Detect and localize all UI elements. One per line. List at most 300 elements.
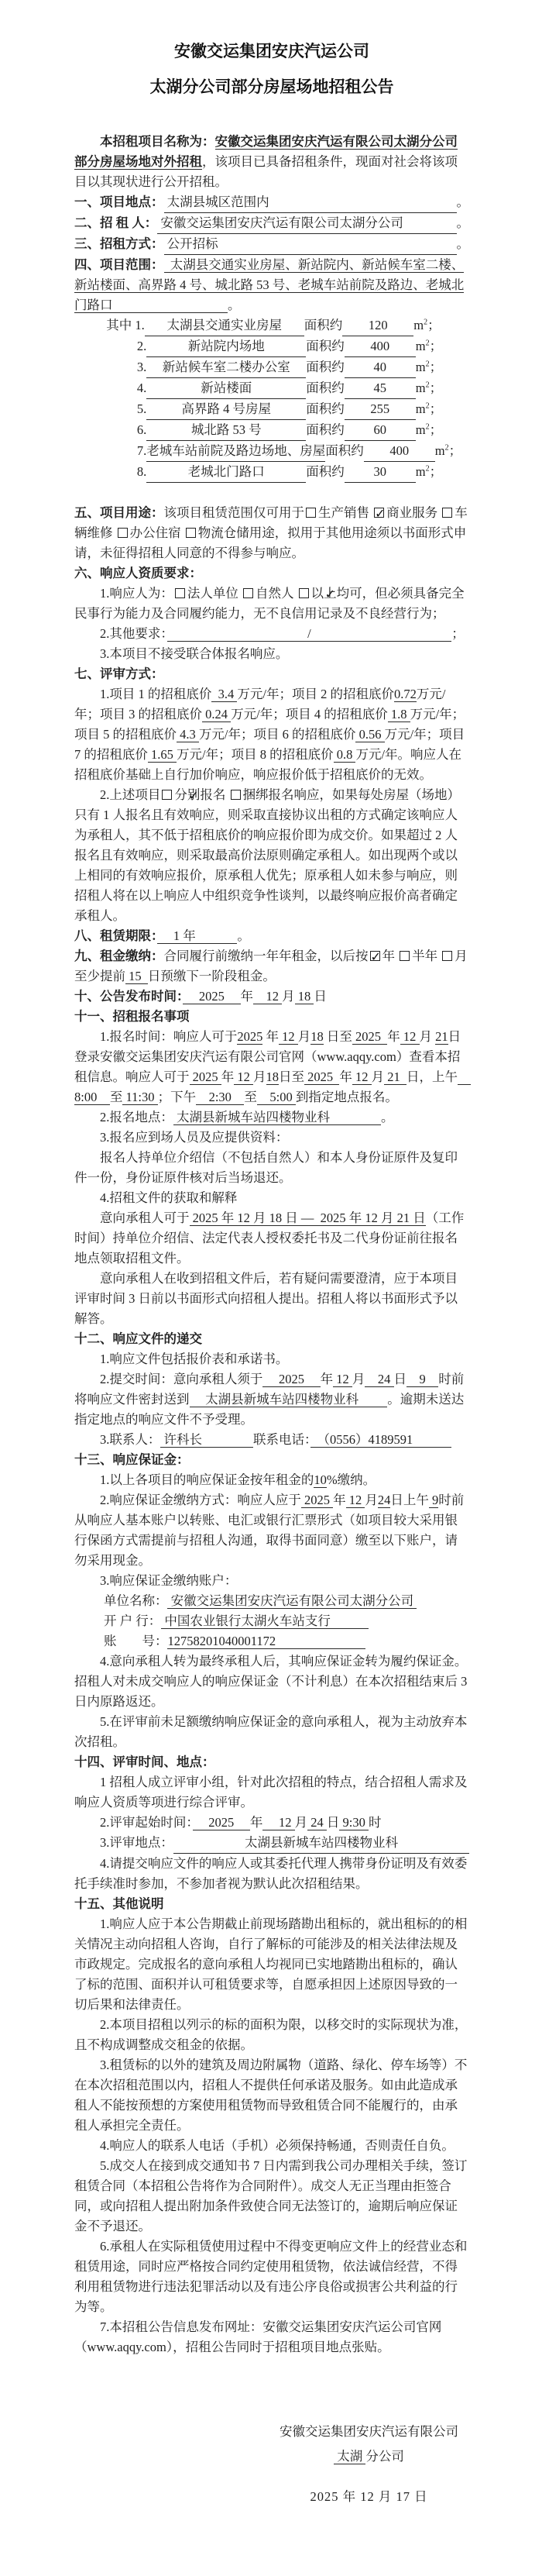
text-run: 3.报名应到场人员及应提供资料： bbox=[100, 1130, 289, 1145]
qualification-item-3 bbox=[74, 644, 469, 664]
text-run: 11:30 bbox=[122, 1090, 158, 1104]
text-run: 8:00 bbox=[74, 1069, 471, 1104]
text-run: 0.8 bbox=[333, 747, 356, 762]
text-run: 400 bbox=[345, 336, 416, 357]
text-run: ； bbox=[427, 318, 441, 332]
text-run: 办公住宿 bbox=[129, 525, 184, 540]
text-run: 日 bbox=[393, 1372, 406, 1386]
text-run: 2 bbox=[425, 464, 430, 474]
text-run: 年 bbox=[382, 949, 399, 963]
text-run: 太湖县新城车站四楼物业科 bbox=[173, 1110, 381, 1124]
account-name bbox=[104, 1591, 469, 1611]
text-run: 6. bbox=[136, 422, 147, 437]
text-run: 9 bbox=[428, 1493, 439, 1507]
text-run: 月 bbox=[297, 1029, 311, 1044]
deposit-item-1 bbox=[74, 1470, 469, 1490]
text-run: 1 招租人成立评审小组，针对此次招租的特点，结合招租人需求及响应人资质等项进行综合评审。 bbox=[74, 1775, 468, 1810]
review-item-2 bbox=[74, 1813, 469, 1833]
text-run: 年 bbox=[339, 1069, 352, 1084]
text-run: 60 bbox=[345, 420, 416, 441]
text-run: 一、项目地点： bbox=[74, 195, 164, 209]
text-run: 月 bbox=[352, 1372, 365, 1386]
text-run: 面积约 bbox=[325, 443, 364, 458]
text-run: 太湖县交通实业房屋 bbox=[145, 315, 304, 336]
text-run: ； bbox=[429, 422, 443, 437]
deposit-item-4 bbox=[74, 1651, 469, 1712]
text-run: ； bbox=[429, 464, 443, 479]
submission-item-1 bbox=[74, 1349, 469, 1369]
text-run: 日 bbox=[314, 989, 327, 1004]
text-run: 2025 bbox=[237, 1029, 263, 1044]
document-body bbox=[74, 132, 469, 2357]
text-run: ，该项目已具备招租条件，现面对社会将该项目以其现状进行公开招租。 bbox=[74, 154, 458, 189]
checkbox-unchecked-icon bbox=[400, 951, 410, 961]
checkbox-unchecked-icon bbox=[175, 588, 185, 598]
text-run: 。 bbox=[381, 1110, 394, 1124]
section-10-announce-date bbox=[74, 987, 469, 1007]
text-run: 七、评审方式： bbox=[74, 666, 164, 681]
text-run: 太湖县新城车站四楼物业科 bbox=[173, 1833, 469, 1854]
text-run: 车辆维修 bbox=[74, 505, 468, 540]
text-run: 生产销售 bbox=[318, 505, 373, 520]
section-8-lease-term bbox=[74, 926, 469, 946]
text-run: 10 bbox=[314, 1472, 327, 1487]
text-run: 2025 bbox=[262, 1372, 321, 1386]
text-run: 其中 1. bbox=[106, 318, 145, 332]
text-run: 日登录安徽交运集团安庆汽运有限公司官网（www.aqqy.com）查看本招租信息。响应人可于 bbox=[74, 1029, 461, 1084]
text-run: 12 bbox=[262, 1815, 295, 1830]
text-run: 月 bbox=[419, 1029, 436, 1044]
section-1-location bbox=[74, 192, 469, 213]
section-13-deposit bbox=[74, 1450, 469, 1470]
text-run: 单位名称： bbox=[103, 1593, 168, 1608]
scope-item-5 bbox=[137, 399, 469, 420]
other-item-5 bbox=[74, 2156, 469, 2237]
text-run: 八、租赁期限： bbox=[74, 928, 158, 943]
text-run: 15 bbox=[125, 969, 148, 983]
text-run: m bbox=[415, 464, 426, 479]
text-run: ； bbox=[429, 339, 443, 353]
text-run: 安徽交运集团安庆汽运有限公司太湖分公司 bbox=[167, 1593, 417, 1608]
text-run: 0.24 bbox=[202, 707, 232, 721]
section-2-lessor bbox=[74, 213, 469, 234]
evaluation-item-2 bbox=[74, 785, 469, 926]
text-run: m bbox=[415, 360, 426, 374]
text-run: 21 bbox=[435, 1029, 448, 1044]
text-run: 面积约 bbox=[306, 401, 345, 416]
checkbox-unchecked-icon bbox=[118, 528, 128, 538]
text-run: 面积约 bbox=[306, 360, 345, 374]
text-run: 法人单位 bbox=[187, 586, 242, 601]
text-run: 12 bbox=[253, 989, 283, 1004]
text-run: 四、项目范围： bbox=[74, 257, 164, 272]
section-3-method bbox=[74, 234, 469, 255]
checkbox-unchecked-icon bbox=[231, 790, 241, 800]
section-12-submission bbox=[74, 1329, 469, 1349]
text-run: 九、租金缴纳： bbox=[74, 949, 164, 963]
text-run: 1.响应人应于本公告期截止前现场踏勘出租标的，就出租标的的相关情况主动向招租人咨询，自行了解标的可能涉及的相关法律法规及市政规定。完成报名的意向承租人均视同已实地踏勘出租标的，确认了标的范围、面积并认可租赁要求等，自愿承担因上述原因导致的一切后果和法律责任。 bbox=[74, 1917, 468, 2012]
text-run: 1.响应人为： bbox=[100, 586, 173, 601]
text-run: m bbox=[415, 339, 426, 353]
text-run: 2025 年 12 月 18 日 — 2025 年 12 月 21 日 bbox=[189, 1211, 426, 1225]
section-11-registration bbox=[74, 1007, 469, 1027]
text-run: 捆绑报名响应，如果每处房屋（场地）只有 1 人报名且有效响应，则采取直接协议出租的方式确定该响应人为承租人，其不低于招租底价的响应报价即为成交价。如果超过 2 人报名且有效响应，则采取最高价法原则确定承租人。如出现两个或以上相同的有效响应报价，原承租人优先；原承租人如未参与响应，则招租人将在以上响应人中组织竞争性谈判，以最终响应报价高者确定承租人。 bbox=[74, 787, 460, 923]
submission-item-2 bbox=[74, 1369, 469, 1430]
text-run: 2.评审起始时间： bbox=[100, 1815, 193, 1830]
spacer bbox=[74, 483, 469, 503]
other-item-2 bbox=[74, 2015, 469, 2055]
section-5-usage bbox=[74, 503, 469, 563]
text-run: 2.其他要求： bbox=[100, 626, 167, 641]
text-run: 日至 bbox=[323, 1029, 352, 1044]
text-run: 到指定地点报名。 bbox=[295, 1090, 398, 1104]
text-run: 2025 bbox=[300, 1493, 334, 1507]
text-run: 1.响应文件包括报价表和承诺书。 bbox=[100, 1352, 289, 1366]
text-run: 太湖县交通实业房屋、新站院内、新站候车室二楼、新站楼面、高界路 4 号、城北路 53 号、老城车站前院及路边、老城北门路口 bbox=[74, 257, 465, 312]
text-run: 21 bbox=[384, 1069, 406, 1084]
text-run: 2. bbox=[136, 339, 147, 353]
text-run: 年 bbox=[249, 1815, 263, 1830]
text-run: 1.以上各项目的响应保证金按年租金的 bbox=[100, 1472, 314, 1487]
qualification-item-2 bbox=[74, 624, 469, 644]
document-clarification bbox=[74, 1269, 469, 1329]
text-run: 3.响应保证金缴纳账户： bbox=[100, 1573, 238, 1588]
text-run: 面积约 bbox=[306, 339, 345, 353]
review-item-1 bbox=[74, 1772, 469, 1813]
registration-item-4 bbox=[74, 1188, 469, 1208]
text-run: 万元/年；项目 2 的招租底价 bbox=[237, 687, 394, 701]
checkbox-unchecked-icon bbox=[442, 508, 452, 518]
text-run: 三、招租方式： bbox=[74, 236, 164, 251]
text-run: ； bbox=[429, 401, 443, 416]
text-run: 二、招 租 人： bbox=[74, 215, 158, 230]
text-run: 六、响应人资质要求： bbox=[74, 566, 202, 580]
text-run: 月 bbox=[365, 1493, 378, 1507]
text-run: 30 bbox=[345, 462, 416, 483]
scope-item-6 bbox=[137, 420, 469, 441]
signature-branch-suffix: 分公司 bbox=[365, 2449, 404, 2464]
section-15-other bbox=[74, 1894, 469, 1914]
text-run: / bbox=[166, 626, 452, 641]
text-run: 5. bbox=[136, 401, 147, 416]
text-run: 。 bbox=[456, 236, 469, 251]
registration-item-1 bbox=[74, 1027, 469, 1107]
registration-item-2 bbox=[74, 1107, 469, 1128]
text-run: 合同履行前缴纳一年年租金，以后按 bbox=[163, 949, 369, 963]
text-run: 面积约 bbox=[306, 422, 345, 437]
scope-item-1 bbox=[106, 315, 469, 336]
text-run: 40 bbox=[345, 357, 416, 378]
other-item-1 bbox=[74, 1914, 469, 2015]
text-run: 。 bbox=[228, 298, 241, 312]
checkbox-checked-icon bbox=[374, 508, 384, 518]
text-run: 十四、评审时间、地点： bbox=[74, 1755, 215, 1769]
evaluation-item-1 bbox=[74, 684, 469, 785]
text-run: 2025 bbox=[183, 989, 241, 1004]
text-run: 1.项目 1 的招租底价 bbox=[100, 687, 212, 701]
text-run: 月 bbox=[371, 1069, 385, 1084]
text-run: 万元/年；项目 6 的招租底价 bbox=[198, 727, 356, 742]
section-7-evaluation bbox=[74, 664, 469, 684]
text-run: ； bbox=[448, 443, 462, 458]
text-run: 。逾期未送达指定地点的响应文件不予受理。 bbox=[74, 1392, 465, 1427]
text-run: 2 bbox=[424, 318, 428, 327]
text-run: 年 bbox=[387, 1029, 400, 1044]
signature-date: 2025 年 12 月 17 日 bbox=[310, 2489, 428, 2504]
text-run: 2.提交时间：意向承租人须于 bbox=[100, 1372, 263, 1386]
text-run: 3.本项目不接受联合体报名响应。 bbox=[100, 646, 289, 661]
deposit-item-3 bbox=[74, 1571, 469, 1591]
text-run: 5.成交人在接到成交通知书 7 日内需到我公司办理相关手续，签订租赁合同（本招租公告将作为合同附件）。成交人无正当理由拒签合同，或向招租人提出附加条件致使合同无法签订的，逾期后响应保证金不予退还。 bbox=[74, 2158, 468, 2233]
text-run: 十五、其他说明 bbox=[74, 1896, 164, 1911]
text-run: 账 号： bbox=[103, 1634, 168, 1648]
text-run: 1.65 bbox=[147, 747, 177, 762]
text-run: 24 bbox=[307, 1815, 327, 1830]
text-run: %缴纳。 bbox=[326, 1472, 376, 1487]
text-run: 1.报名时间：响应人可于 bbox=[100, 1029, 238, 1044]
text-run: 报名人持单位介绍信（不包括自然人）和本人身份证原件及复印件一份，身份证原件核对后当场退还。 bbox=[74, 1150, 458, 1185]
text-run: 老城车站前院及路边场地、房屋 bbox=[146, 441, 325, 462]
text-run: 日预缴下一阶段租金。 bbox=[147, 969, 276, 983]
text-run: 2.响应保证金缴纳方式：响应人应于 bbox=[100, 1493, 301, 1507]
text-run: 万元/年；项目 5 的招租底价 bbox=[74, 707, 465, 742]
text-run: 时前从响应人基本账户以转账、电汇或银行汇票形式（如项目较大采用银行保函方式需提前与招租人沟通，取得书面同意）缴至以下账户，请勿采用现金。 bbox=[74, 1493, 465, 1568]
text-run: 12758201040001172 bbox=[167, 1634, 365, 1648]
text-run: 2 bbox=[444, 443, 449, 453]
scope-item-3 bbox=[137, 357, 469, 378]
text-run: 8. bbox=[136, 464, 147, 479]
registration-item-3 bbox=[74, 1128, 469, 1148]
text-run: 4.请提交响应文件的响应人或其委托代理人携带身份证明及有效委托手续准时参加，不参加者视为默认此次招租结果。 bbox=[74, 1856, 468, 1891]
text-run: 1 年 bbox=[157, 928, 238, 943]
text-run: 年 bbox=[333, 1493, 346, 1507]
text-run: 联系电话： bbox=[253, 1432, 311, 1447]
text-run: 意向承租人在收到招租文件后，若有疑问需要澄清，应于本项目评审时间 3 日前以书面形式向招租人提出。招租人将以书面形式予以解答。 bbox=[74, 1271, 458, 1326]
checkbox-unchecked-icon bbox=[243, 588, 253, 598]
text-run: 18 bbox=[294, 989, 314, 1004]
text-run: 至 bbox=[244, 1090, 257, 1104]
text-run: 新站候车室二楼办公室 bbox=[146, 357, 306, 378]
text-run: 月至少提前 bbox=[74, 949, 468, 983]
text-run: m bbox=[415, 381, 426, 395]
section-6-qualification bbox=[74, 563, 469, 584]
text-run: ； bbox=[429, 381, 443, 395]
section-4-scope bbox=[74, 255, 469, 315]
signature-branch-name: 太湖 bbox=[334, 2449, 366, 2464]
text-run: 开 户 行： bbox=[103, 1613, 162, 1628]
deposit-item-2 bbox=[74, 1490, 469, 1571]
text-run: 2:30 bbox=[196, 1090, 245, 1104]
text-run: 日至 bbox=[279, 1069, 304, 1084]
section-9-rent-payment bbox=[74, 946, 469, 987]
text-run: 12 bbox=[333, 1372, 352, 1386]
text-run: 2025 bbox=[189, 1069, 221, 1084]
text-run: 0.56 bbox=[355, 727, 385, 742]
text-run: 12 bbox=[352, 1069, 372, 1084]
text-run: 半年 bbox=[412, 949, 441, 963]
other-item-3 bbox=[74, 2055, 469, 2136]
scope-item-8 bbox=[137, 462, 469, 483]
other-item-6 bbox=[74, 2237, 469, 2317]
text-run: 公开招标 bbox=[164, 234, 457, 255]
text-run: m bbox=[415, 422, 426, 437]
text-run: 2.上述项目 bbox=[100, 787, 161, 802]
deposit-item-5 bbox=[74, 1712, 469, 1752]
other-item-4 bbox=[74, 2136, 469, 2156]
text-run: 万元/年。响应人在招租底价基础上自行加价响应，响应报价低于招租底价的无效。 bbox=[74, 747, 462, 782]
text-run: 月 bbox=[282, 989, 295, 1004]
text-run: 新站院内场地 bbox=[146, 336, 306, 357]
text-run: 400 bbox=[364, 441, 435, 462]
text-run: （工作时间）持单位介绍信、法定代表人授权委托书及二代身份证前往报名地点领取招租文件。 bbox=[74, 1211, 465, 1266]
text-run: 18 bbox=[310, 1029, 324, 1044]
text-run: m bbox=[415, 401, 426, 416]
account-number bbox=[104, 1631, 469, 1651]
text-run: 自然人 bbox=[256, 586, 297, 601]
text-run: 255 bbox=[345, 399, 416, 420]
text-run: 3.评审地点： bbox=[100, 1835, 173, 1850]
text-run: 4.响应人的联系人电话（手机）必须保持畅通，否则责任自负。 bbox=[100, 2138, 455, 2153]
text-run: 商业服务 bbox=[386, 505, 441, 520]
document-title-line1: 安徽交运集团安庆汽运公司 bbox=[174, 43, 369, 60]
text-run: 年 bbox=[262, 1029, 279, 1044]
text-run: 2025 bbox=[192, 1815, 250, 1830]
text-run: 2 bbox=[425, 401, 430, 411]
text-run: 中国农业银行太湖火车站支行 bbox=[161, 1613, 369, 1628]
text-run: 12 bbox=[400, 1029, 420, 1044]
text-run: 年 bbox=[221, 1069, 235, 1084]
text-run: 年 bbox=[320, 1372, 334, 1386]
text-run: 老城北门路口 bbox=[146, 462, 306, 483]
text-run: ；下午 bbox=[157, 1090, 197, 1104]
text-run: 面积约 bbox=[304, 318, 343, 332]
other-item-7 bbox=[74, 2317, 469, 2357]
text-run: 45 bbox=[345, 378, 416, 399]
text-run: 7. bbox=[136, 443, 147, 458]
signature-branch bbox=[280, 2444, 458, 2469]
section-14-review bbox=[74, 1752, 469, 1772]
text-run: 面积约 bbox=[306, 381, 345, 395]
text-run: m bbox=[434, 443, 445, 458]
text-run: 3.租赁标的以外的建筑及周边附属物（道路、绿化、停车场等）不在本次招租范围以内，招租人不提供任何承诺及服务。如由此造成承租人不能按预想的方案使用租赁物而导致租赁合同不能履行的，由承租人承担完全责任。 bbox=[74, 2058, 468, 2133]
text-run: 12 bbox=[234, 1069, 253, 1084]
text-run: 9:30 bbox=[339, 1815, 369, 1830]
text-run: 2 bbox=[425, 360, 430, 369]
submission-item-3 bbox=[74, 1430, 469, 1450]
checkbox-checked-icon bbox=[162, 790, 172, 800]
text-run: 12 bbox=[345, 1493, 365, 1507]
text-run: 新站楼面 bbox=[146, 378, 306, 399]
text-run: 6.承租人在实际租赁使用过程中不得变更响应文件上的经营业态和租赁用途，同时应严格按合同约定使用租赁物，依法诚信经营，不得利用租赁物进行违法犯罪活动以及有违公序良俗或损害公共利益的行为等。 bbox=[74, 2239, 468, 2314]
registration-materials bbox=[74, 1148, 469, 1188]
text-run: 7.本招租公告信息发布网址：安徽交运集团安庆汽运公司官网（www.aqqy.com），招租公告同时于招租项目地点张贴。 bbox=[74, 2319, 442, 2354]
text-run: 2 bbox=[425, 381, 430, 390]
text-run: 十、公告发布时间： bbox=[74, 989, 184, 1004]
text-run: （0556）4189591 bbox=[310, 1432, 451, 1447]
checkbox-checked-icon bbox=[370, 951, 380, 961]
text-run: 十一、招租报名事项 bbox=[74, 1009, 190, 1024]
text-run: 。 bbox=[237, 928, 250, 943]
text-run: 。 bbox=[456, 195, 469, 209]
text-run: 。 bbox=[456, 215, 469, 230]
text-run: 120 bbox=[342, 315, 413, 336]
text-run: 许科长 bbox=[160, 1432, 253, 1447]
text-run: 万元/年；项目 4 的招租底价 bbox=[231, 707, 388, 721]
text-run: 0.72 bbox=[393, 687, 417, 701]
text-run: 意向承租人可于 bbox=[100, 1211, 190, 1225]
intro-paragraph bbox=[74, 132, 469, 192]
text-run: 物流仓储用途，拟用于其他用途须以书面形式申请，未征得招租人同意的不得参与响应。 bbox=[74, 525, 467, 560]
text-run: 日 bbox=[326, 1815, 340, 1830]
text-run: 安徽交运集团安庆汽运有限公司太湖分公司部分房屋场地对外招租 bbox=[74, 134, 458, 169]
text-run: 3.4 bbox=[211, 687, 238, 701]
scope-item-7 bbox=[137, 441, 469, 462]
text-run: 12 bbox=[279, 1029, 298, 1044]
text-run: 十三、响应保证金： bbox=[74, 1452, 190, 1467]
text-run: ； bbox=[451, 626, 465, 641]
document-pickup bbox=[74, 1208, 469, 1269]
text-run: 24 bbox=[365, 1372, 394, 1386]
checkbox-checked-icon bbox=[299, 588, 309, 598]
text-run: 2025 bbox=[352, 1029, 388, 1044]
text-run: 面积约 bbox=[306, 464, 345, 479]
review-item-3 bbox=[74, 1833, 469, 1854]
text-run: 3. bbox=[136, 360, 147, 374]
checkbox-unchecked-icon bbox=[306, 508, 316, 518]
text-run: 年 bbox=[240, 989, 253, 1004]
text-run: 以上均可，但必须具备完全民事行为能力及合同履约能力，无不良信用记录及不良经营行为； bbox=[74, 586, 465, 621]
text-run: 十二、响应文件的递交 bbox=[74, 1331, 202, 1346]
text-run: 时 bbox=[368, 1815, 382, 1830]
text-run: 1.8 bbox=[387, 707, 410, 721]
text-run: 5:00 bbox=[256, 1090, 296, 1104]
scope-item-4 bbox=[137, 378, 469, 399]
text-run: 五、项目用途： bbox=[74, 505, 164, 520]
signature-block bbox=[280, 2419, 458, 2509]
qualification-item-1 bbox=[74, 584, 469, 624]
text-run: 太湖县城区范围内 bbox=[164, 192, 457, 213]
text-run: 9 bbox=[406, 1372, 439, 1386]
text-run: 5.在评审前未足额缴纳响应保证金的意向承租人，视为主动放弃本次招租。 bbox=[74, 1714, 468, 1749]
text-run: 日，上午 bbox=[406, 1069, 458, 1084]
checkbox-unchecked-icon bbox=[186, 528, 196, 538]
text-run: 至 bbox=[109, 1090, 123, 1104]
text-run: 太湖县新城车站四楼物业科 bbox=[189, 1392, 388, 1407]
text-run: 城北路 53 号 bbox=[146, 420, 306, 441]
text-run: 安徽交运集团安庆汽运有限公司太湖分公司 bbox=[157, 213, 456, 234]
text-run: 本招租项目名称为： bbox=[100, 134, 215, 149]
checkbox-unchecked-icon bbox=[442, 951, 452, 961]
scope-item-2 bbox=[137, 336, 469, 357]
text-run: 该项目租赁范围仅可用于 bbox=[163, 505, 304, 520]
text-run: 3.联系人： bbox=[100, 1432, 161, 1447]
signature-company: 安徽交运集团安庆汽运有限公司 bbox=[280, 2424, 458, 2439]
text-run: 分别报名 bbox=[174, 787, 229, 802]
text-run: 时前将响应文件密封送到 bbox=[74, 1372, 465, 1407]
text-run: ； bbox=[429, 360, 443, 374]
text-run: 高界路 4 号房屋 bbox=[146, 399, 306, 420]
text-run: 2 bbox=[425, 339, 430, 348]
text-run: 2025 bbox=[304, 1069, 340, 1084]
text-run: 月 bbox=[294, 1815, 308, 1830]
text-run: m bbox=[413, 318, 424, 332]
account-bank bbox=[104, 1611, 469, 1631]
text-run: 4. bbox=[136, 381, 147, 395]
text-run: 4.3 bbox=[177, 727, 199, 742]
text-run: 万元/年；项目 8 的招租底价 bbox=[177, 747, 334, 762]
text-run: 2 bbox=[425, 422, 430, 432]
text-run: 4.招租文件的获取和解释 bbox=[100, 1190, 238, 1205]
